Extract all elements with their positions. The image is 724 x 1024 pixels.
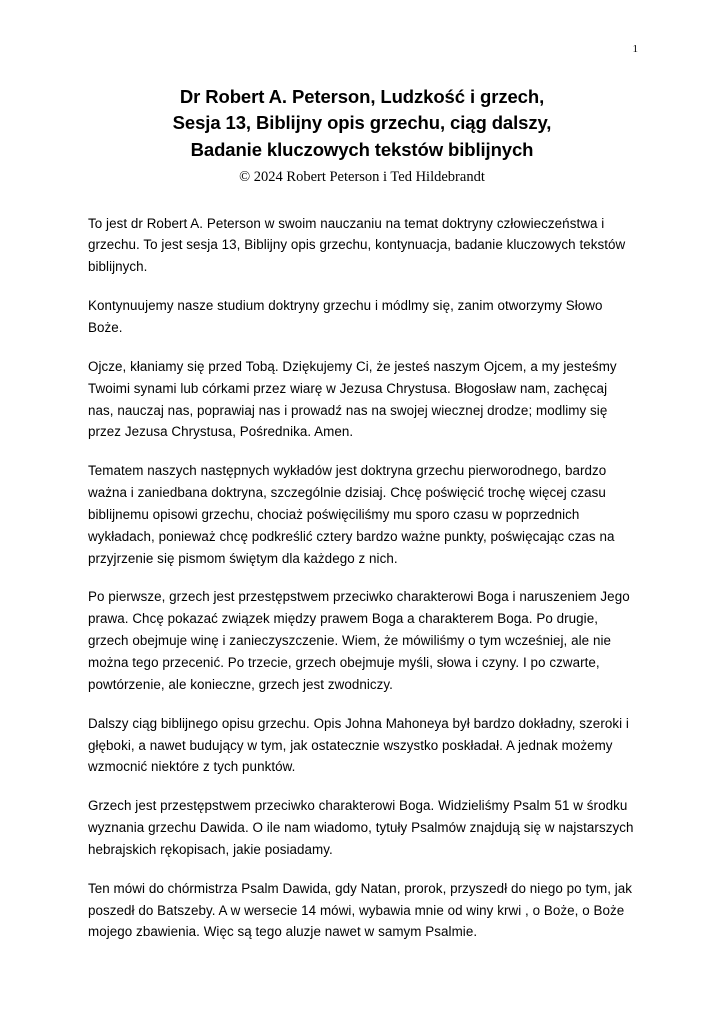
title-line-3: Badanie kluczowych tekstów biblijnych xyxy=(190,138,534,160)
copyright-notice: © 2024 Robert Peterson i Ted Hildebrandt xyxy=(239,168,485,185)
page-number: 1 xyxy=(632,43,638,55)
body-text xyxy=(88,213,636,944)
paragraph: Ten mówi do chórmistrza Psalm Dawida, gdy Natan, prorok, przyszedł do niego po tym, jak poszedł do Batszeby. A w wersecie 14 mówi, wybawia mnie od winy krwi , o Boże, o Boże mojego zbawienia. Więc są tego aluzje nawet w samym Psalmie. xyxy=(88,880,633,940)
paragraph: Grzech jest przestępstwem przeciwko charakterowi Boga. Widzieliśmy Psalm 51 w środku wyznania grzechu Dawida. O ile nam wiadomo, tytuły Psalmów znajdują się w najstarszych hebrajskich rękopisach, jakie posiadamy. xyxy=(88,798,634,857)
title-line-2: Sesja 13, Biblijny opis grzechu, ciąg dalszy, xyxy=(172,112,552,134)
paragraph: Kontynuujemy nasze studium doktryny grzechu i módlmy się, zanim otworzymy Słowo Boże. xyxy=(88,298,603,336)
paragraph: Dalszy ciąg biblijnego opisu grzechu. Opis Johna Mahoneya był bardzo dokładny, szeroki i głęboki, a nawet budujący w tym, jak ostatecznie wszystko poskładał. A jednak możemy wzmocnić niektóre z tych punktów. xyxy=(88,715,629,775)
paragraph: To jest dr Robert A. Peterson w swoim nauczaniu na temat doktryny człowieczeństwa i grzechu. To jest sesja 13, Biblijny opis grzechu, kontynuacja, badanie kluczowych tekstów biblijnych. xyxy=(88,215,626,275)
document-content xyxy=(88,84,636,943)
paragraph: Ojcze, kłaniamy się przed Tobą. Dziękujemy Ci, że jesteś naszym Ojcem, a my jesteśmy Twoimi synami lub córkami przez wiarę w Jezusa Chrystusa. Błogosław nam, zachęcaj nas, nauczaj nas, poprawiaj nas i prowadź nas na swojej wiecznej drodze; modlimy się przez Jezusa Chrystusa, Pośrednika. Amen. xyxy=(88,358,617,440)
paragraph: Tematem naszych następnych wykładów jest doktryna grzechu pierworodnego, bardzo ważna i zaniedbana doktryna, szczególnie dzisiaj. Chcę poświęcić trochę więcej czasu biblijnemu opisowi grzechu, chociaż poświęciliśmy mu sporo czasu w poprzednich wykładach, ponieważ chcę podkreślić cztery bardzo ważne punkty, poświęcając czas na przyjrzenie się pismom świętym dla każdego z nich. xyxy=(88,463,615,566)
page-title xyxy=(88,84,636,163)
paragraph: Po pierwsze, grzech jest przestępstwem przeciwko charakterowi Boga i naruszeniem Jego prawa. Chcę pokazać związek między prawem Boga a charakterem Boga. Po drugie, grzech obejmuje winę i zanieczyszczenie. Wiem, że mówiliśmy o tym wcześniej, ale nie można tego przecenić. Po trzecie, grzech obejmuje myśli, słowa i czyny. I po czwarte, powtórzenie, ale konieczne, grzech jest zwodniczy. xyxy=(88,589,630,692)
title-line-1: Dr Robert A. Peterson, Ludzkość i grzech, xyxy=(179,86,545,107)
